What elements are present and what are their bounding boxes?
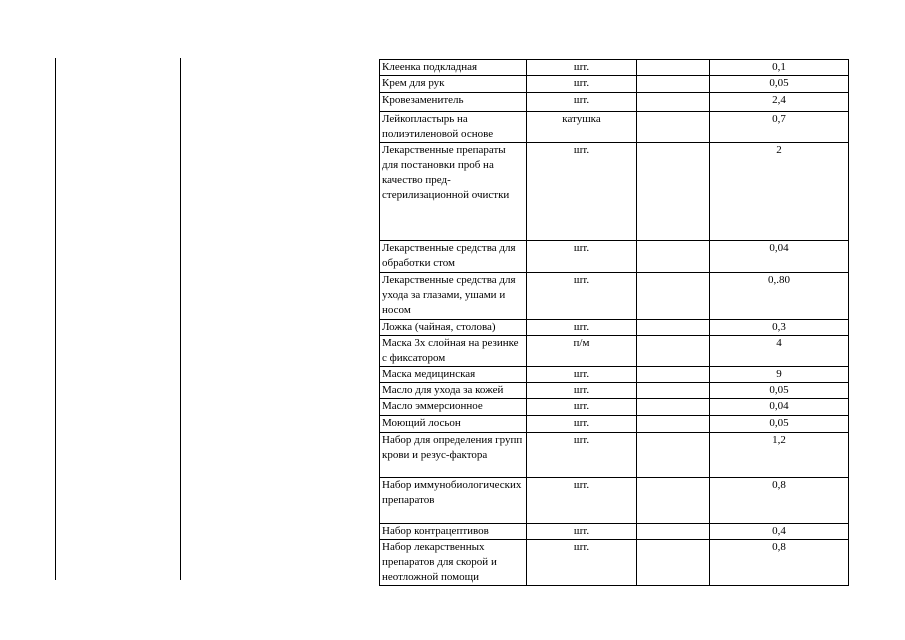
table-row [380,416,849,433]
empty-cell [637,433,710,478]
quantity-cell: 0,8 [710,540,849,586]
quantity-cell: 0,04 [710,399,849,416]
quantity-cell: 0,3 [710,320,849,336]
quantity-cell: 4 [710,336,849,367]
empty-cell [637,112,710,143]
quantity-cell: 0,8 [710,478,849,524]
item-name-cell: Лекарственные средства для обработки стом [380,241,527,273]
unit-cell: шт. [527,76,637,93]
table-row [380,60,849,76]
unit-cell: шт. [527,416,637,433]
item-name-cell: Набор контрацептивов [380,524,527,540]
item-name-cell: Клеенка подкладная [380,60,527,76]
item-name-cell: Маска медицинская [380,367,527,383]
table-row [380,478,849,524]
empty-cell [637,336,710,367]
table-row [380,399,849,416]
table-row [380,336,849,367]
left-border-line [55,58,56,580]
quantity-cell: 0,.80 [710,273,849,320]
item-name-cell: Ложка (чайная, столова) [380,320,527,336]
item-name-cell: Лекарственные средства для ухода за глазами, ушами и носом [380,273,527,320]
supplies-table [379,59,849,586]
empty-cell [637,143,710,241]
table-row [380,93,849,112]
unit-cell: шт. [527,433,637,478]
item-name-cell: Крем для рук [380,76,527,93]
quantity-cell: 0,4 [710,524,849,540]
table-row [380,524,849,540]
unit-cell: п/м [527,336,637,367]
item-name-cell: Масло эммерсионное [380,399,527,416]
table-row [380,273,849,320]
item-name-cell: Набор иммунобиологических препаратов [380,478,527,524]
table-row [380,112,849,143]
unit-cell: шт. [527,320,637,336]
quantity-cell: 0,05 [710,76,849,93]
unit-cell: шт. [527,273,637,320]
table-row [380,320,849,336]
unit-cell: шт. [527,143,637,241]
empty-cell [637,273,710,320]
empty-cell [637,60,710,76]
unit-cell: шт. [527,241,637,273]
left-column-divider [180,58,181,580]
table-row [380,383,849,399]
quantity-cell: 0,05 [710,416,849,433]
quantity-cell: 0,05 [710,383,849,399]
empty-cell [637,524,710,540]
empty-cell [637,540,710,586]
empty-cell [637,76,710,93]
unit-cell: шт. [527,93,637,112]
item-name-cell: Кровезаменитель [380,93,527,112]
table-row [380,367,849,383]
item-name-cell: Лейкопластырь на полиэтиленовой основе [380,112,527,143]
quantity-cell: 0,04 [710,241,849,273]
item-name-cell: Маска 3х слойная на резинке с фиксатором [380,336,527,367]
table-row [380,241,849,273]
unit-cell: шт. [527,540,637,586]
empty-cell [637,416,710,433]
table-row [380,540,849,586]
unit-cell: шт. [527,383,637,399]
empty-cell [637,320,710,336]
item-name-cell: Масло для ухода за кожей [380,383,527,399]
supplies-table-body [380,60,849,586]
unit-cell: шт. [527,367,637,383]
unit-cell: шт. [527,60,637,76]
item-name-cell: Лекарственные препараты для постановки проб на качество пред-стерилизационной очистки [380,143,527,241]
unit-cell: шт. [527,478,637,524]
quantity-cell: 9 [710,367,849,383]
empty-cell [637,93,710,112]
empty-cell [637,478,710,524]
table-row [380,433,849,478]
quantity-cell: 2,4 [710,93,849,112]
empty-cell [637,383,710,399]
quantity-cell: 0,1 [710,60,849,76]
table-row [380,76,849,93]
item-name-cell: Набор для определения групп крови и резус-фактора [380,433,527,478]
empty-cell [637,399,710,416]
quantity-cell: 1,2 [710,433,849,478]
unit-cell: шт. [527,524,637,540]
quantity-cell: 2 [710,143,849,241]
item-name-cell: Моющий лосьон [380,416,527,433]
unit-cell: катушка [527,112,637,143]
unit-cell: шт. [527,399,637,416]
quantity-cell: 0,7 [710,112,849,143]
table-row [380,143,849,241]
item-name-cell: Набор лекарственных препаратов для скорой и неотложной помощи [380,540,527,586]
empty-cell [637,367,710,383]
empty-cell [637,241,710,273]
